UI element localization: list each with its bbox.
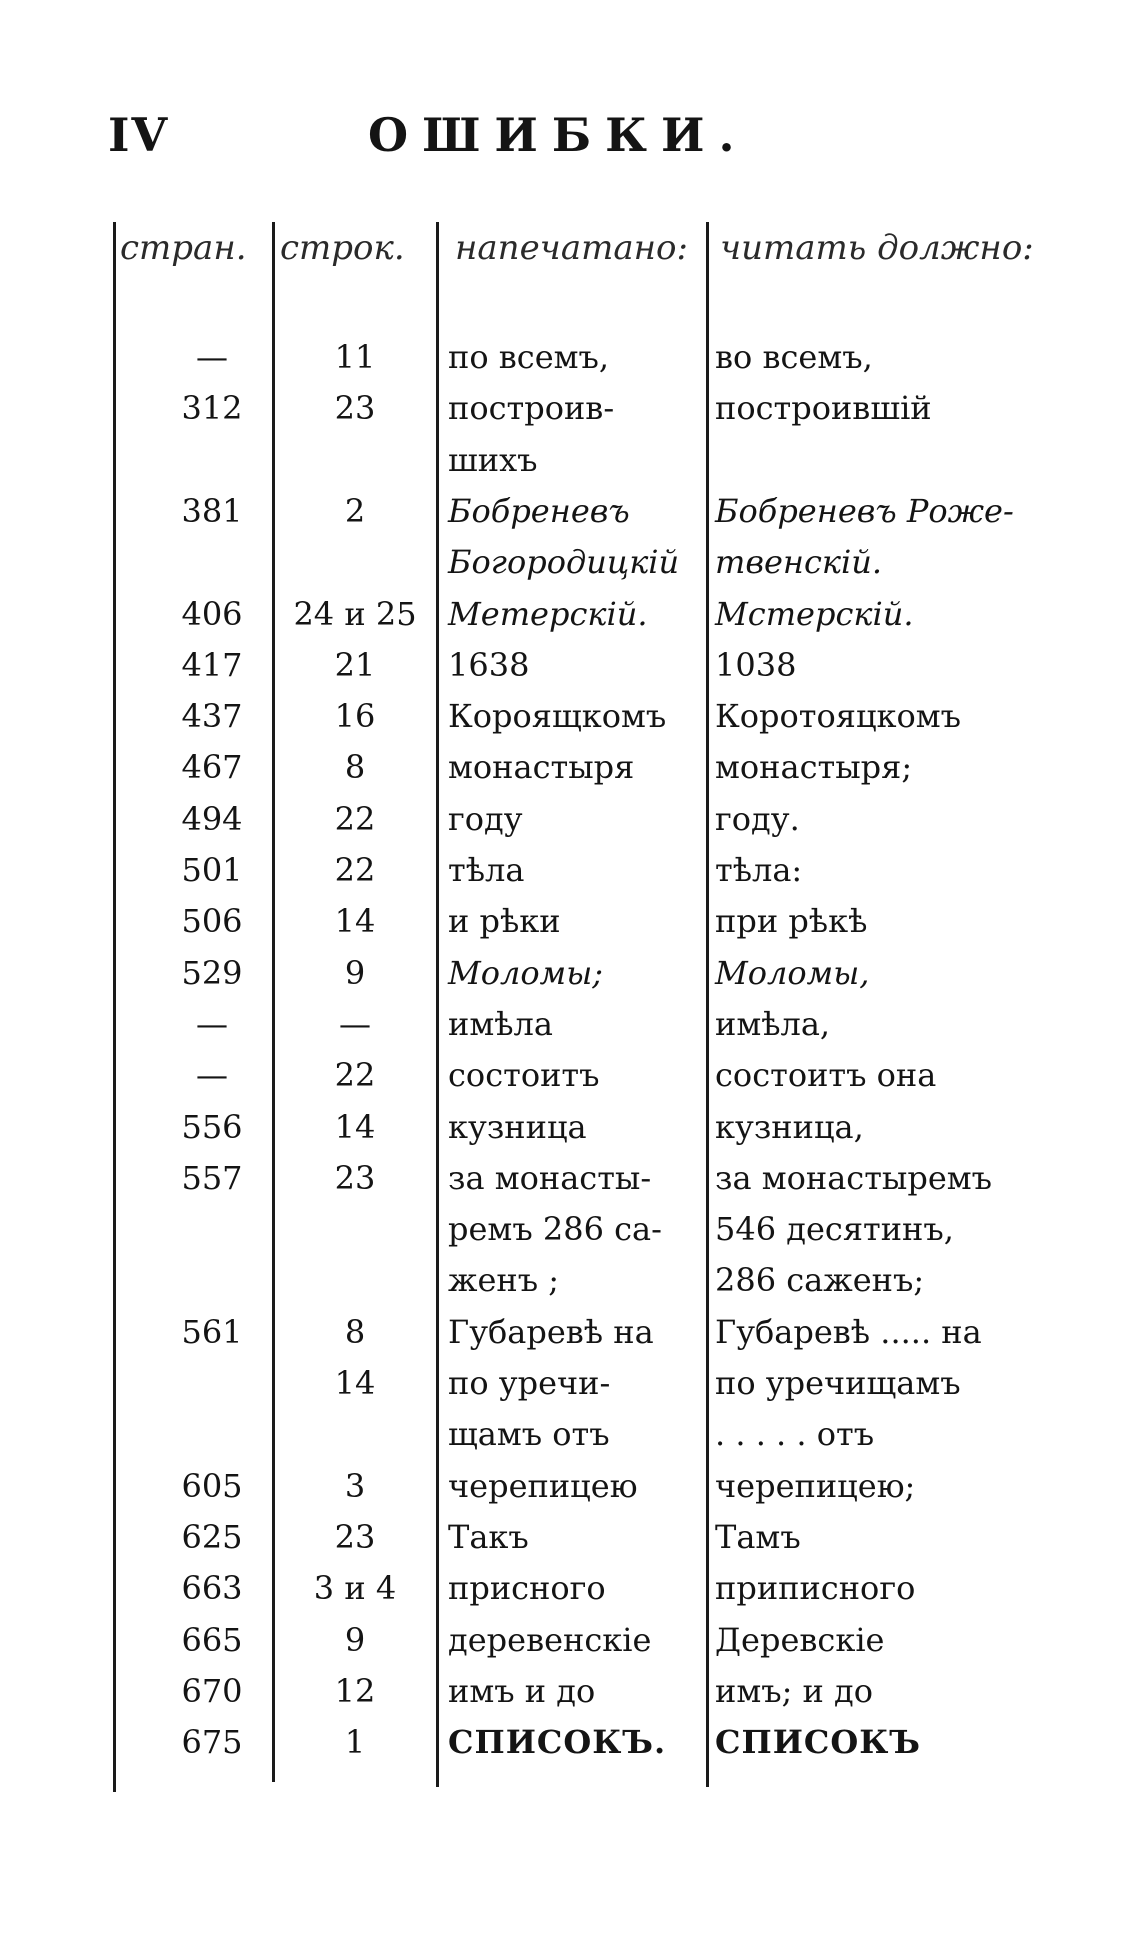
correct-cell: твенскій. [715, 543, 883, 582]
correct-cell: СПИСОКЪ [715, 1723, 921, 1762]
column-header-printed: напечатано: [455, 228, 688, 268]
line-cell: 9 [344, 953, 366, 992]
printed-cell: присного [448, 1569, 606, 1608]
table-row [0, 543, 1140, 593]
printed-cell: СПИСОКЪ. [448, 1723, 667, 1762]
correct-cell: за монастыремъ [715, 1158, 993, 1197]
page-cell: — [196, 1056, 228, 1095]
page-title: ОШИБКИ. [368, 108, 749, 162]
printed-cell: 1638 [448, 645, 530, 684]
printed-cell: Короящкомъ [448, 697, 667, 736]
table-row [0, 1210, 1140, 1260]
correct-cell: 1038 [715, 645, 797, 684]
correct-cell: . . . . . отъ [715, 1415, 875, 1454]
line-cell: 8 [344, 1312, 366, 1351]
page-cell: 467 [181, 748, 243, 787]
table-row [0, 954, 1140, 1004]
correct-cell: Коротояцкомъ [715, 697, 962, 736]
table-row [0, 1313, 1140, 1363]
printed-cell: состоитъ [448, 1056, 600, 1095]
correct-cell: Моломы, [715, 953, 870, 992]
printed-cell: ремъ 286 са- [448, 1210, 662, 1249]
table-row [0, 748, 1140, 798]
table-row [0, 1415, 1140, 1465]
correct-cell: кузница, [715, 1107, 864, 1146]
correct-cell: черепицею; [715, 1466, 916, 1505]
printed-cell: тѣла [448, 851, 525, 889]
printed-cell: кузница [448, 1107, 587, 1146]
line-cell: 11 [334, 338, 376, 376]
correct-cell: при рѣкѣ [715, 902, 868, 941]
line-cell: 22 [334, 1056, 376, 1095]
line-cell: 23 [334, 389, 376, 428]
table-row [0, 851, 1140, 901]
correct-cell: построившій [715, 389, 932, 428]
line-cell: 22 [334, 851, 376, 889]
table-row [0, 1569, 1140, 1619]
table-row [0, 646, 1140, 696]
line-cell: 12 [334, 1671, 376, 1710]
line-cell: 2 [344, 491, 366, 530]
page-cell: 494 [181, 799, 243, 838]
column-header-line: строк. [280, 228, 405, 268]
page-cell: 417 [181, 645, 243, 684]
page-cell: 625 [181, 1517, 243, 1556]
table-row [0, 1518, 1140, 1568]
table-row [0, 492, 1140, 542]
table-row [0, 902, 1140, 952]
correct-cell: монастыря; [715, 748, 913, 787]
printed-cell: и рѣки [448, 902, 561, 941]
line-cell: 3 [344, 1466, 366, 1505]
line-cell: 8 [344, 748, 366, 787]
page-cell: 605 [181, 1466, 243, 1505]
table-row [0, 1621, 1140, 1671]
printed-cell: монастыря [448, 748, 635, 787]
printed-cell: имъ и до [448, 1671, 596, 1710]
line-cell: 14 [334, 902, 376, 941]
page-cell: 501 [181, 851, 243, 889]
line-cell: 9 [344, 1620, 366, 1659]
page-cell: — [196, 338, 228, 376]
table-row [0, 800, 1140, 850]
table-row [0, 1005, 1140, 1055]
correct-cell: состоитъ она [715, 1056, 937, 1095]
table-row [0, 1467, 1140, 1517]
printed-cell: черепицею [448, 1466, 638, 1505]
table-row [0, 1159, 1140, 1209]
printed-cell: Губаревѣ на [448, 1312, 654, 1351]
table-header [0, 228, 1140, 288]
line-cell: 16 [334, 697, 376, 736]
printed-cell: Моломы; [448, 953, 604, 992]
printed-cell: шихъ [448, 440, 538, 479]
printed-cell: Метерскій. [448, 594, 648, 633]
page-cell: 556 [181, 1107, 243, 1146]
line-cell: — [339, 1004, 371, 1043]
table-row [0, 338, 1140, 388]
line-cell: 23 [334, 1517, 376, 1556]
table-row [0, 1056, 1140, 1106]
correct-cell: Мстерскій. [715, 594, 914, 633]
printed-cell: деревенскіе [448, 1620, 652, 1659]
printed-cell: Такъ [448, 1517, 529, 1556]
line-cell: 21 [334, 645, 376, 684]
page-cell: 665 [181, 1620, 243, 1659]
correct-cell: тѣла: [715, 851, 803, 889]
column-header-page: стран. [120, 228, 247, 268]
line-cell: 1 [344, 1723, 366, 1762]
printed-cell: построив- [448, 389, 615, 428]
page-cell: 312 [181, 389, 243, 428]
printed-cell: щамъ отъ [448, 1415, 610, 1454]
column-header-correct: читать должно: [720, 228, 1034, 268]
page-cell: 670 [181, 1671, 243, 1710]
page-cell: 557 [181, 1158, 243, 1197]
page-cell: 437 [181, 697, 243, 736]
correct-cell: имѣла, [715, 1004, 831, 1043]
correct-cell: имъ; и до [715, 1671, 873, 1710]
correct-cell: приписного [715, 1569, 916, 1608]
line-cell: 3 и 4 [313, 1569, 397, 1608]
printed-cell: имѣла [448, 1004, 553, 1043]
printed-cell: Богородицкій [448, 543, 680, 582]
correct-cell: году. [715, 799, 800, 838]
page-cell: 561 [181, 1312, 243, 1351]
correct-cell: 546 десятинъ, [715, 1210, 954, 1249]
table-row [0, 441, 1140, 491]
correct-cell: 286 саженъ; [715, 1261, 925, 1300]
page-cell: 406 [181, 594, 243, 633]
line-cell: 14 [334, 1107, 376, 1146]
line-cell: 24 и 25 [293, 594, 417, 633]
correct-cell: по уречищамъ [715, 1364, 961, 1402]
printed-cell: женъ ; [448, 1261, 560, 1300]
printed-cell: Бобреневъ [448, 491, 630, 530]
table-row [0, 389, 1140, 439]
printed-cell: по уречи- [448, 1364, 611, 1402]
table-row [0, 1723, 1140, 1773]
correct-cell: Тамъ [715, 1517, 801, 1556]
table-row [0, 595, 1140, 645]
correct-cell: Деревскіе [715, 1620, 885, 1659]
table-row [0, 1108, 1140, 1158]
page-cell: 529 [181, 953, 243, 992]
table-row [0, 1364, 1140, 1414]
printed-cell: году [448, 799, 523, 838]
printed-cell: по всемъ, [448, 338, 610, 376]
table-row [0, 1261, 1140, 1311]
correct-cell: во всемъ, [715, 338, 873, 376]
line-cell: 22 [334, 799, 376, 838]
page-cell: 675 [181, 1723, 243, 1762]
correct-cell: Бобреневъ Роже- [715, 491, 1014, 530]
line-cell: 23 [334, 1158, 376, 1197]
correct-cell: Губаревѣ ..... на [715, 1312, 982, 1351]
printed-cell: за монасты- [448, 1158, 652, 1197]
line-cell: 14 [334, 1364, 376, 1402]
table-row [0, 697, 1140, 747]
page-cell: 381 [181, 491, 243, 530]
page-number: IV [108, 108, 170, 162]
page-cell: — [196, 1004, 228, 1043]
page-cell: 663 [181, 1569, 243, 1608]
page-cell: 506 [181, 902, 243, 941]
table-row [0, 1672, 1140, 1722]
